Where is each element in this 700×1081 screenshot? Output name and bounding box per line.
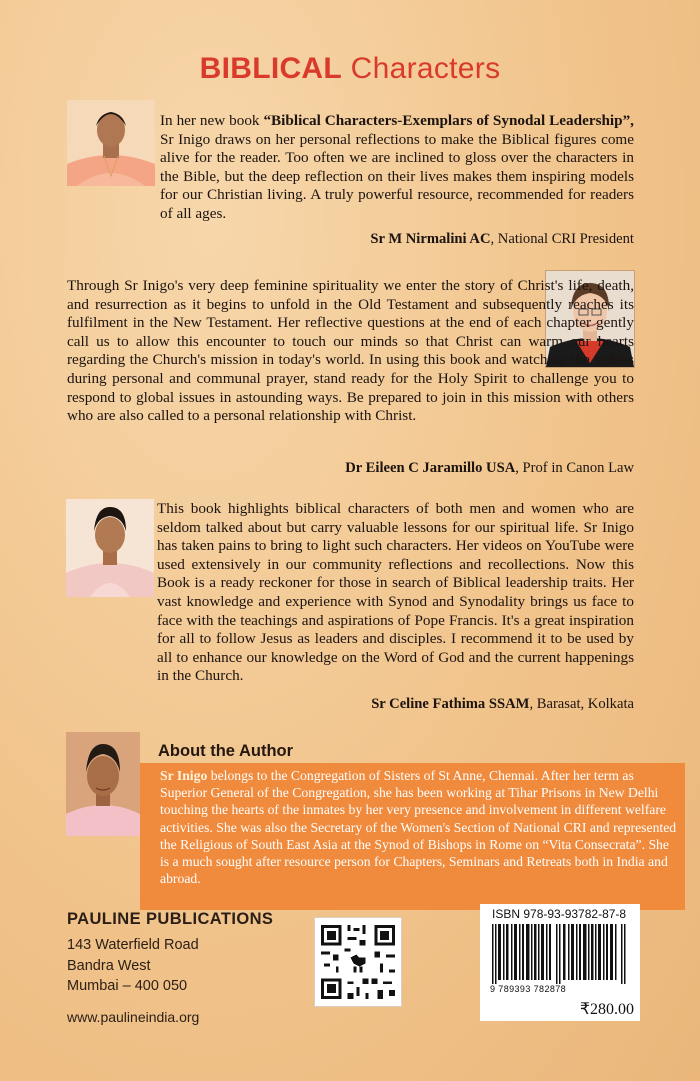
publisher-url[interactable]: www.paulineindia.org [67,1008,200,1025]
review-3-author: Sr Celine Fathima SSAM [371,696,530,712]
review-2-text: Through Sr Inigo's very deep feminine spirituality we enter the story of Christ's life, death, and resurrection as it begins to unfold in the Old Testament and subsequently reaches its fulfilment in the New Testament. Her reflective questions at the end of each chapter gently call us to allow this encounter to touch our minds so that Christ can warm our hearts regarding the Church's mission in today's world. In using this book and watching the videos during personal and communal prayer, stand ready for the Holy Spirit to challenge you to respond to global issues in astounding ways. Be prepared to join in this mission with others who are also called to a personal relationship with Christ. [67,277,634,425]
publisher-name: PAULINE PUBLICATIONS [67,910,274,928]
author-photo-inigo [66,732,140,836]
title-bold: BIBLICAL [199,52,343,85]
page-title [0,52,700,86]
review-2-author: Dr Eileen C Jaramillo USA [345,460,516,476]
about-author-heading: About the Author [158,742,294,760]
review-1-book-title: “Biblical Characters-Exemplars of Synodal Leadership”, [263,112,634,129]
barcode-digits: 9 789393 782878 [490,984,567,994]
reviewer-photo-fathima [66,499,154,597]
publisher-address-line-3: Mumbai – 400 050 [67,978,188,995]
author-name: Sr Inigo [160,768,208,783]
review-1-signature: Sr M Nirmalini AC, National CRI President [370,231,634,247]
review-1-text: In her new book “Biblical Characters-Exemplars of Synodal Leadership”, Sr Inigo draws on her personal reflections to make the Biblical figures come alive for the reader. Too often we are inclined to gloss over the characters in the Bible, but the deep reflection on their lives makes them inspiring models for our Christian living. A truly powerful resource, recommended for readers of all ages. [160,112,634,222]
publisher-address-line-1: 143 Waterfield Road [67,937,199,953]
review-1-author: Sr M Nirmalini AC [370,231,491,247]
isbn-barcode [480,904,640,1021]
reviewer-photo-nirmalini [67,100,155,186]
title-rest: Characters [342,52,501,85]
review-2-signature: Dr Eileen C Jaramillo USA, Prof in Canon Law [345,460,634,476]
price-label: ₹280.00 [579,1001,634,1018]
qr-code [314,917,402,1007]
review-3-signature: Sr Celine Fathima SSAM, Barasat, Kolkata [371,696,634,712]
review-3-text: This book highlights biblical characters of both men and women who are seldom talked about but carry valuable lessons for our spiritual life. Sr Inigo has taken pains to bring to light such characters. Her videos on YouTube were used extensively in our community reflections and recollections. Now this Book is a ready reckoner for those in search of Biblical leadership traits. Her vast knowledge and experience with Synod and Synodality brings us face to face with the teachings and aspirations of Pope Francis. It's a great inspiration for all to follow Jesus as leaders and disciples. I recommend it to be used by all to enhance our knowledge on the Word of God and the current happenings in the Church. [157,500,634,685]
barcode-bars [490,924,630,984]
publisher-address-line-2: Bandra West [67,957,151,974]
publisher-block [67,910,273,1025]
isbn-number: ISBN 978-93-93782-87-8 [492,907,627,921]
about-author-text: Sr Inigo belongs to the Congregation of Sisters of St Anne, Chennai. After her term as Superior General of the Congregation, she has been working at Tihar Prisons in New Delhi touching the hearts of the inmates by her very presence and involvement in different welfare activities. She was also the Secretary of the Women's Section of National CRI and represented the Religious of South East Asia at the Synod of Bishops in Rome on “Vita Consecrata”. She is a much sought after resource person for Chapters, Seminars and Retreats both in India and abroad. [160,768,677,887]
